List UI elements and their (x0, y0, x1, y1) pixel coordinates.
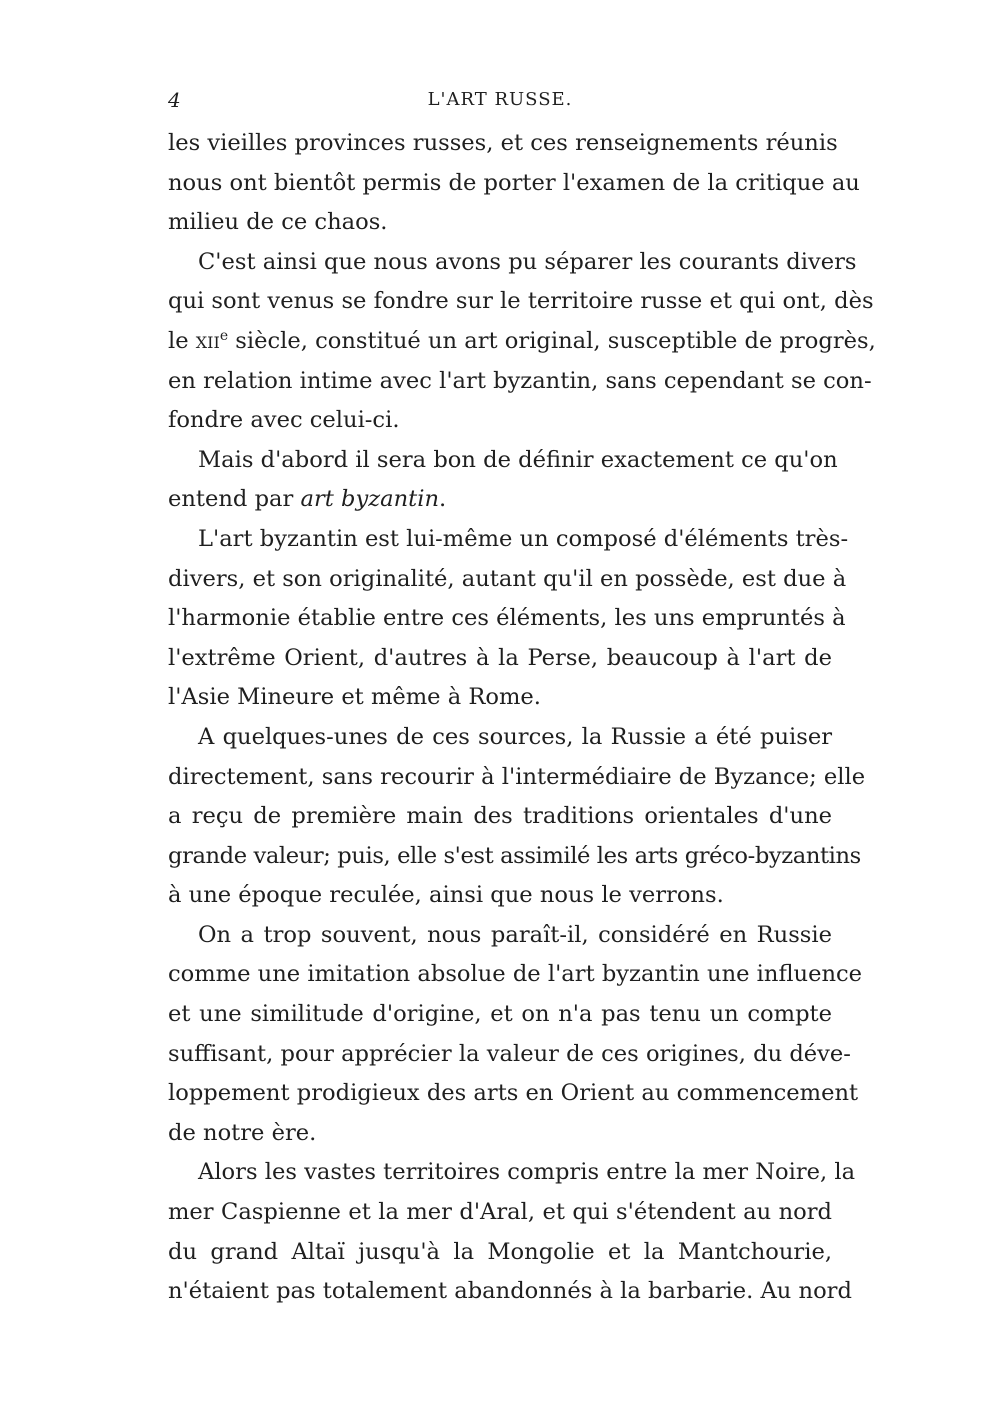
text-line: mer Caspienne et la mer d'Aral, et qui s'étendent au nord (168, 1199, 832, 1226)
text-line: loppement prodigieux des arts en Orient au commencement (168, 1080, 859, 1107)
text-line: Alors les vastes territoires compris entre la mer Noire, la (198, 1159, 856, 1186)
paragraph-1 (168, 124, 860, 243)
text-line: qui sont venus se fondre sur le territoire russe et qui ont, dès (168, 288, 874, 315)
text-fragment: . (439, 486, 447, 513)
text-line: n'étaient pas totalement abandonnés à la barbarie. Au nord (168, 1278, 852, 1305)
paragraph-3 (168, 441, 838, 520)
text-line: à une époque reculée, ainsi que nous le verrons. (168, 882, 724, 909)
text-line: les vieilles provinces russes, et ces renseignements réunis (168, 130, 838, 156)
text-line: et une similitude d'origine, et on n'a pas tenu un compte (168, 1001, 832, 1028)
text-line: milieu de ce chaos. (168, 209, 388, 236)
text-line: en relation intime avec l'art byzantin, sans cependant se con- (168, 367, 872, 394)
body-text (168, 124, 876, 1312)
text-line: nous ont bientôt permis de porter l'examen de la critique au (168, 169, 860, 196)
paragraph-5 (168, 718, 866, 916)
italic-term: art byzantin (300, 486, 440, 513)
page-header (168, 84, 832, 116)
text-fragment: entend par (168, 486, 301, 513)
text-line: directement, sans recourir à l'intermédiaire de Byzance; elle (168, 763, 866, 790)
page-number: 4 (168, 88, 181, 112)
text-line: du grand Altaï jusqu'à la Mongolie et la Mantchourie, (168, 1238, 832, 1265)
text-line: A quelques-unes de ces sources, la Russie a été puiser (198, 723, 832, 750)
text-line: l'harmonie établie entre ces éléments, les uns empruntés à (168, 605, 846, 632)
text-fragment: siècle, constitué un art original, susceptible de progrès, (228, 327, 876, 354)
text-line: comme une imitation absolue de l'art byzantin une influence (168, 961, 863, 988)
text-line-century (168, 322, 876, 362)
text-line: C'est ainsi que nous avons pu séparer les courants divers (198, 248, 857, 275)
text-line: l'extrême Orient, d'autres à la Perse, beaucoup à l'art de (168, 644, 832, 671)
text-line: divers, et son originalité, autant qu'il en possède, est due à (168, 565, 847, 592)
text-line: grande valeur; puis, elle s'est assimilé les arts gréco-byzantins (168, 842, 861, 869)
text-line: de notre ère. (168, 1119, 317, 1146)
text-line: L'art byzantin est lui-même un composé d'éléments très- (198, 525, 849, 552)
superscript: e (219, 327, 229, 344)
text-line-italic (168, 480, 832, 520)
running-title: L'ART RUSSE. (427, 89, 573, 110)
text-line: suffisant, pour apprécier la valeur de ces origines, du déve- (168, 1040, 851, 1067)
paragraph-4 (168, 520, 849, 718)
text-line: l'Asie Mineure et même à Rome. (168, 684, 541, 711)
paragraph-7 (168, 1153, 856, 1311)
roman-numeral: xii (195, 327, 220, 354)
paragraph-6 (168, 916, 863, 1154)
text-line: On a trop souvent, nous paraît-il, considéré en Russie (198, 921, 832, 948)
text-line: Mais d'abord il sera bon de définir exactement ce qu'on (198, 446, 838, 473)
text-line: fondre avec celui-ci. (168, 407, 400, 434)
paragraph-2 (168, 243, 876, 441)
text-line: a reçu de première main des traditions orientales d'une (168, 803, 832, 830)
text-fragment: le (168, 327, 196, 354)
